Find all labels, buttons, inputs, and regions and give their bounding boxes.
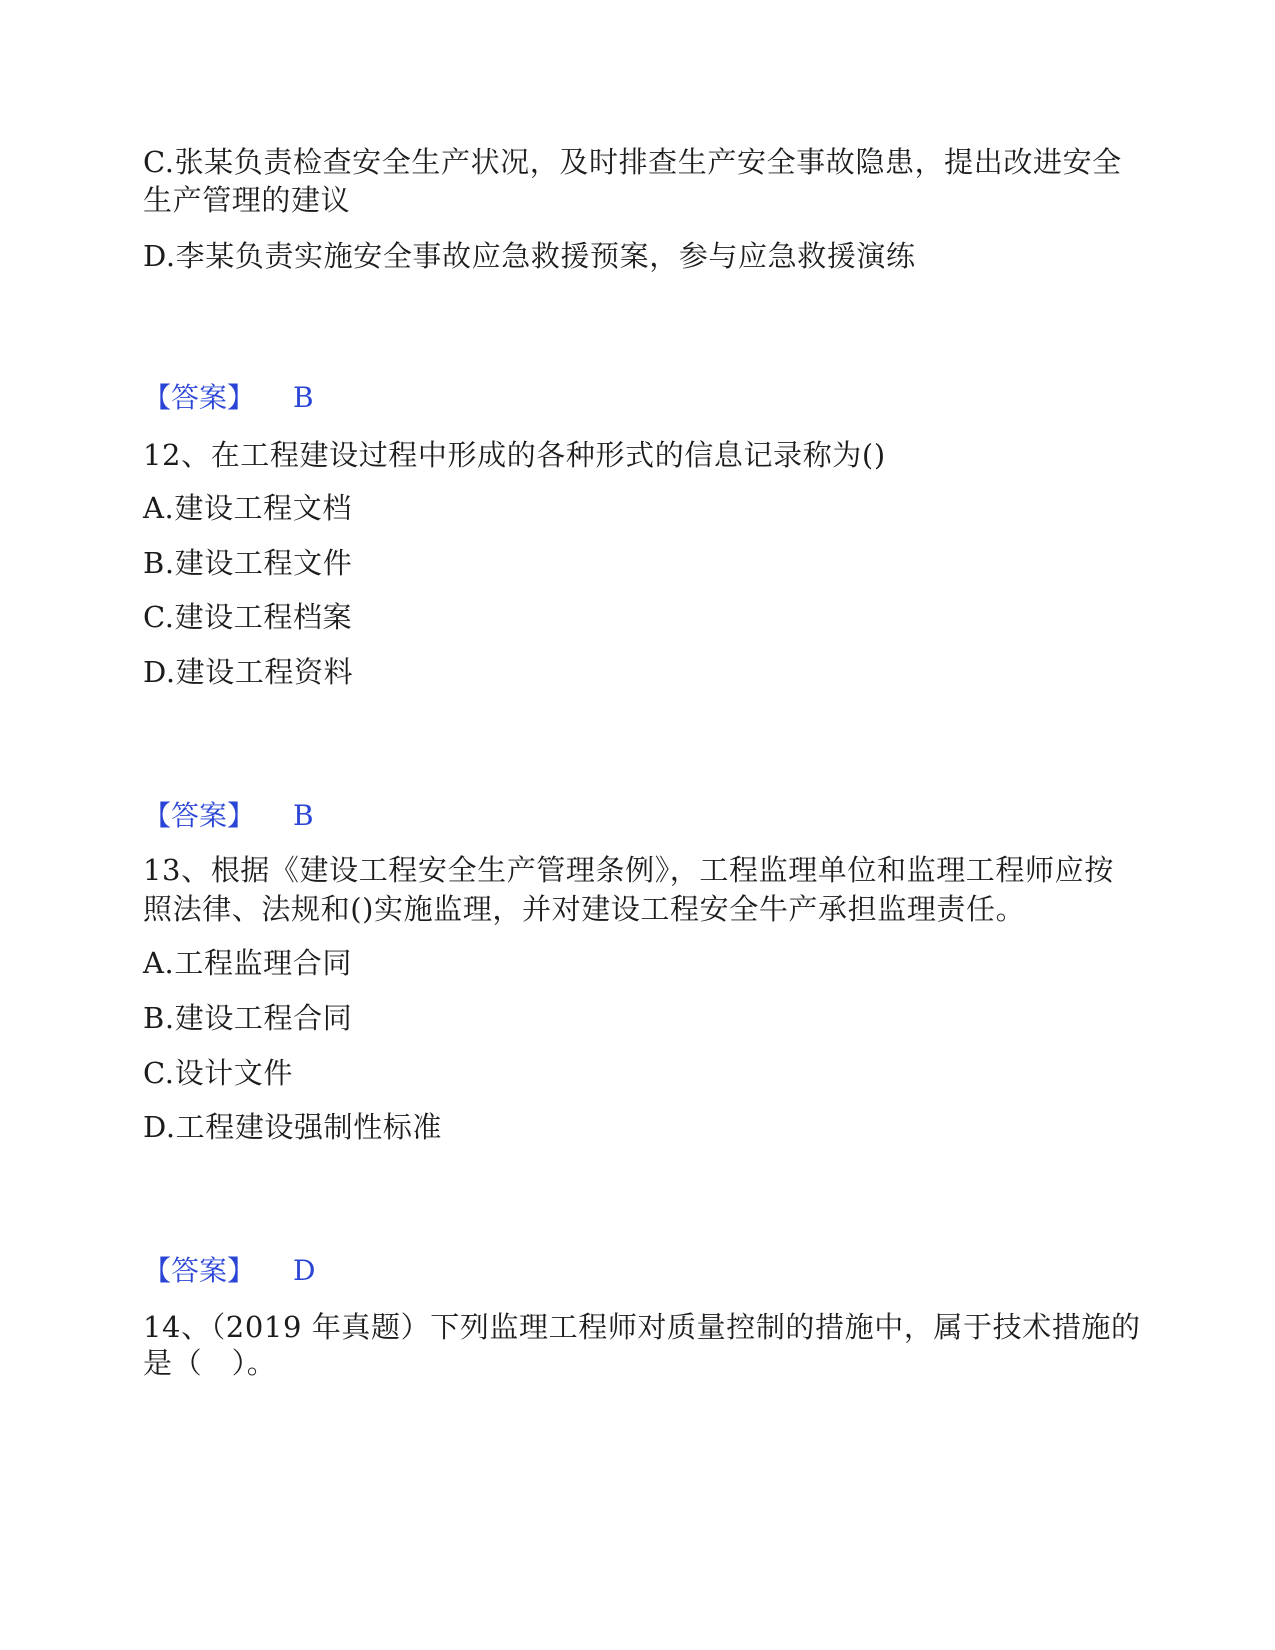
q12-answer-value: B <box>293 799 314 832</box>
q12-option-d: D.建设工程资料 <box>143 655 354 689</box>
q13-option-a: A.工程监理合同 <box>143 946 352 980</box>
q13-stem-line-1: 13、根据《建设工程安全生产管理条例》，工程监理单位和监理工程师应按 <box>143 853 1114 887</box>
q12-option-a: A.建设工程文档 <box>143 491 352 525</box>
q13-option-d: D.工程建设强制性标准 <box>143 1110 443 1144</box>
q13-option-b: B.建设工程合同 <box>143 1001 353 1035</box>
q14-stem-line-2: 是（ ）。 <box>143 1346 277 1380</box>
q13-stem-line-2: 照法律、法规和()实施监理，并对建设工程安全牛产承担监理责任。 <box>143 892 1026 926</box>
q14-stem-line-1: 14、（2019 年真题）下列监理工程师对质量控制的措施中，属于技术措施的 <box>143 1310 1141 1344</box>
q11-answer-label: 【答案】 <box>143 381 256 414</box>
q13-answer-value: D <box>293 1254 316 1287</box>
q11-option-c-line-2: 生产管理的建议 <box>143 183 351 217</box>
q12-answer <box>143 796 543 836</box>
q12-answer-label: 【答案】 <box>143 799 256 832</box>
q12-option-c: C.建设工程档案 <box>143 600 353 634</box>
q12-option-b: B.建设工程文件 <box>143 546 353 580</box>
q11-option-c-line-1: C.张某负责检查安全生产状况，及时排查生产安全事故隐患，提出改进安全 <box>143 145 1122 179</box>
q11-answer <box>143 378 543 418</box>
q11-option-d: D.李某负责实施安全事故应急救援预案，参与应急救援演练 <box>143 239 916 273</box>
q13-answer-label: 【答案】 <box>143 1254 256 1287</box>
q13-answer <box>143 1251 543 1291</box>
q13-option-c: C.设计文件 <box>143 1056 293 1090</box>
q11-answer-value: B <box>293 381 314 414</box>
q12-stem: 12、在工程建设过程中形成的各种形式的信息记录称为() <box>143 438 886 472</box>
